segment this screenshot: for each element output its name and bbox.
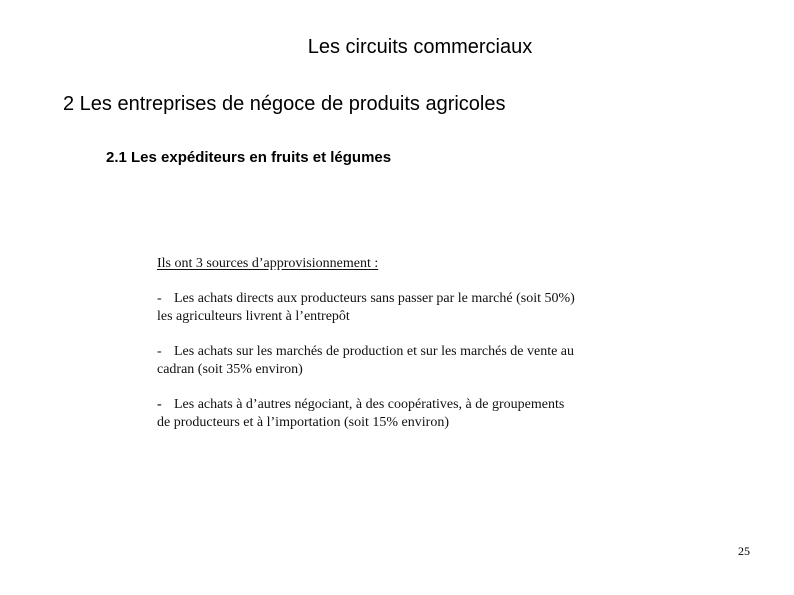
supply-source-line	[157, 343, 647, 361]
supply-source-item	[157, 290, 647, 326]
dash-bullet: -	[157, 344, 162, 359]
supply-sources-block	[157, 255, 647, 432]
supply-source-line	[157, 396, 647, 414]
supply-source-text: Les achats à d’autres négociant, à des coopératives, à de groupements	[174, 397, 565, 412]
supply-source-text: Les achats directs aux producteurs sans passer par le marché (soit 50%)	[174, 291, 575, 306]
supply-source-item	[157, 396, 647, 432]
page-number: 25	[738, 544, 750, 558]
supply-source-continuation: les agriculteurs livrent à l’entrepôt	[157, 309, 350, 324]
dash-bullet: -	[157, 397, 162, 412]
dash-bullet: -	[157, 291, 162, 306]
slide-title: Les circuits commerciaux	[307, 36, 533, 58]
supply-sources-intro: Ils ont 3 sources d’approvisionnement :	[157, 256, 379, 271]
supply-source-line	[157, 290, 647, 308]
supply-source-item	[157, 343, 647, 379]
sub-heading: 2.1 Les expéditeurs en fruits et légumes	[106, 149, 392, 166]
supply-source-continuation: cadran (soit 35% environ)	[157, 362, 303, 377]
section-heading: 2 Les entreprises de négoce de produits agricoles	[63, 93, 506, 115]
supply-source-continuation: de producteurs et à l’importation (soit 15% environ)	[157, 415, 449, 430]
supply-source-text: Les achats sur les marchés de production et sur les marchés de vente au	[174, 344, 575, 359]
